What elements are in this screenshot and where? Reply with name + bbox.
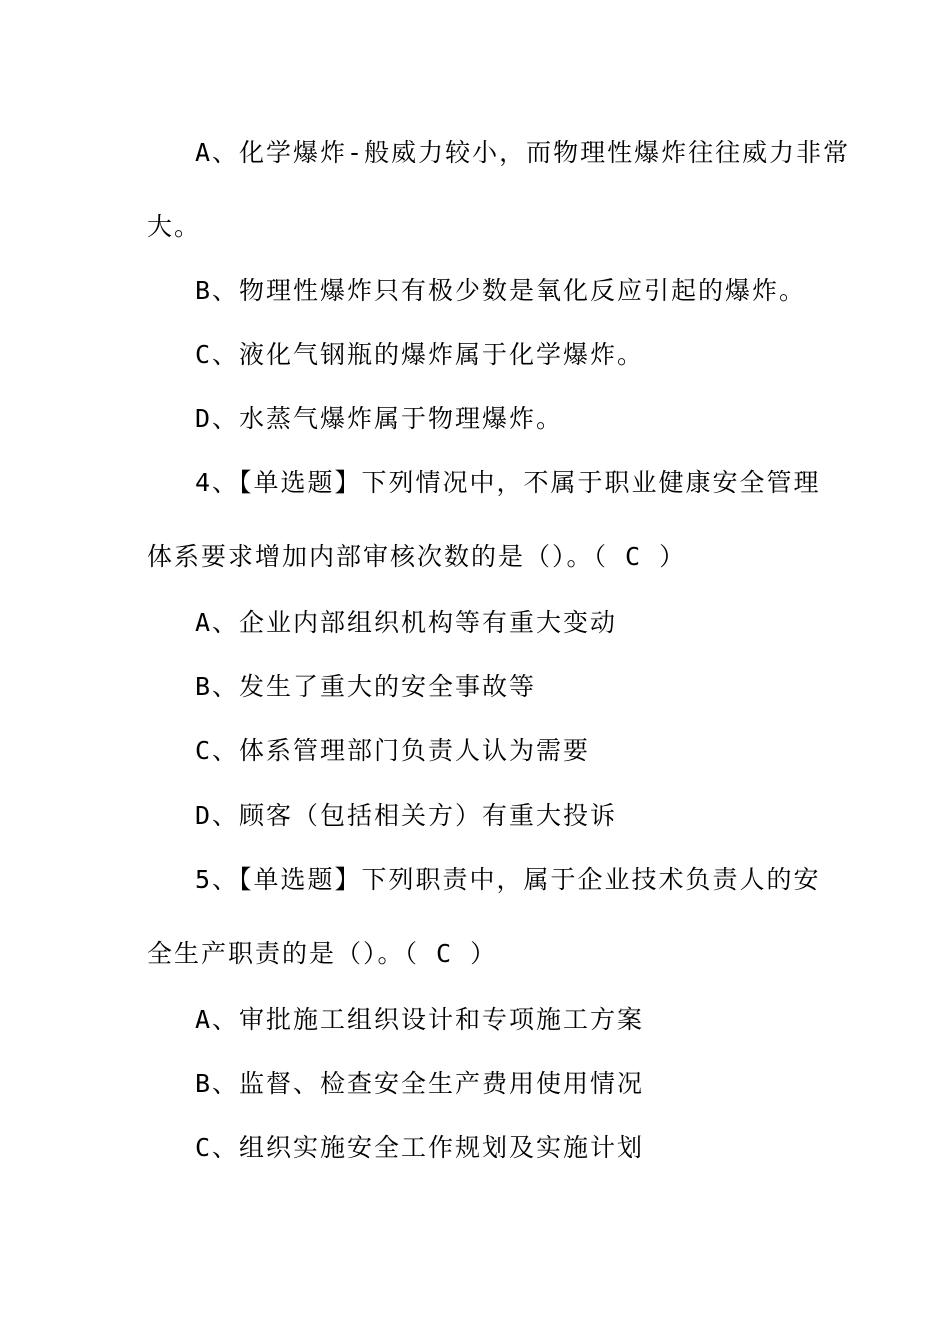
q4-option-b: B、发生了重大的安全事故等 — [195, 672, 537, 701]
q5-option-a: A、审批施工组织设计和专项施工方案 — [195, 1005, 645, 1034]
q4-stem-line1: 4、【单选题】下列情况中，不属于职业健康安全管理 — [195, 468, 821, 497]
q3-option-a-line2: 大。 — [147, 212, 202, 241]
q3-option-c: C、液化气钢瓶的爆炸属于化学爆炸。 — [195, 340, 645, 369]
q4-option-a: A、企业内部组织机构等有重大变动 — [195, 608, 618, 637]
q4-option-c: C、体系管理部门负责人认为需要 — [195, 736, 591, 765]
q3-option-a-line1: A、化学爆炸-般威力较小，而物理性爆炸往往威力非常 — [195, 138, 851, 167]
q4-stem-line2: 体系要求增加内部审核次数的是（）。（ C ） — [147, 542, 687, 571]
q5-stem-line2: 全生产职责的是（）。（ C ） — [147, 939, 498, 968]
q4-option-d: D、顾客（包括相关方）有重大投诉 — [195, 801, 618, 830]
q5-stem-line1: 5、【单选题】下列职责中，属于企业技术负责人的安 — [195, 865, 821, 894]
q5-option-c: C、组织实施安全工作规划及实施计划 — [195, 1133, 645, 1162]
q3-option-d: D、水蒸气爆炸属于物理爆炸。 — [195, 404, 564, 433]
q3-option-b: B、物理性爆炸只有极少数是氧化反应引起的爆炸。 — [195, 276, 807, 305]
q5-option-b: B、监督、检查安全生产费用使用情况 — [195, 1069, 645, 1098]
